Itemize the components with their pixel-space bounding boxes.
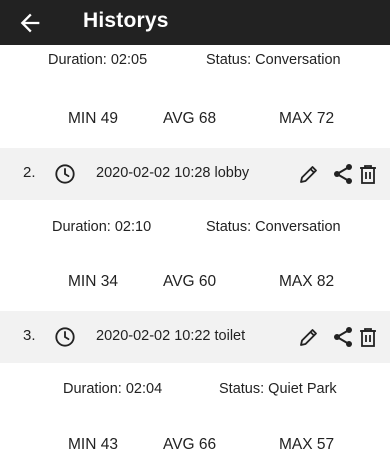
- arrow-back-icon[interactable]: [16, 9, 44, 37]
- avg-value: AVG 68: [163, 110, 217, 127]
- page-title: Historys: [83, 9, 169, 32]
- status-text: Status: Quiet Park: [219, 381, 337, 397]
- duration-text: Duration: 02:04: [63, 381, 163, 397]
- min-value: MIN 43: [68, 436, 118, 453]
- trash-icon[interactable]: [356, 325, 380, 349]
- avg-value: AVG 66: [163, 436, 217, 453]
- record-row[interactable]: [0, 311, 390, 363]
- share-icon[interactable]: [331, 325, 355, 349]
- pencil-icon[interactable]: [297, 162, 321, 186]
- duration-text: Duration: 02:10: [52, 219, 152, 235]
- clock-icon: [54, 326, 76, 348]
- status-text: Status: Conversation: [206, 219, 341, 235]
- max-value: MAX 82: [279, 273, 335, 290]
- duration-text: Duration: 02:05: [48, 52, 148, 68]
- clock-icon: [54, 163, 76, 185]
- min-value: MIN 34: [68, 273, 118, 290]
- max-value: MAX 72: [279, 110, 335, 127]
- record-title: 2020-02-02 10:28 lobby: [96, 165, 250, 181]
- record-title: 2020-02-02 10:22 toilet: [96, 328, 246, 344]
- avg-value: AVG 60: [163, 273, 217, 290]
- record-index: 3.: [23, 327, 36, 344]
- record-index: 2.: [23, 164, 36, 181]
- record-row[interactable]: [0, 148, 390, 200]
- trash-icon[interactable]: [356, 162, 380, 186]
- status-text: Status: Conversation: [206, 52, 341, 68]
- share-icon[interactable]: [331, 162, 355, 186]
- app-bar: [0, 0, 390, 45]
- pencil-icon[interactable]: [297, 325, 321, 349]
- min-value: MIN 49: [68, 110, 118, 127]
- max-value: MAX 57: [279, 436, 335, 453]
